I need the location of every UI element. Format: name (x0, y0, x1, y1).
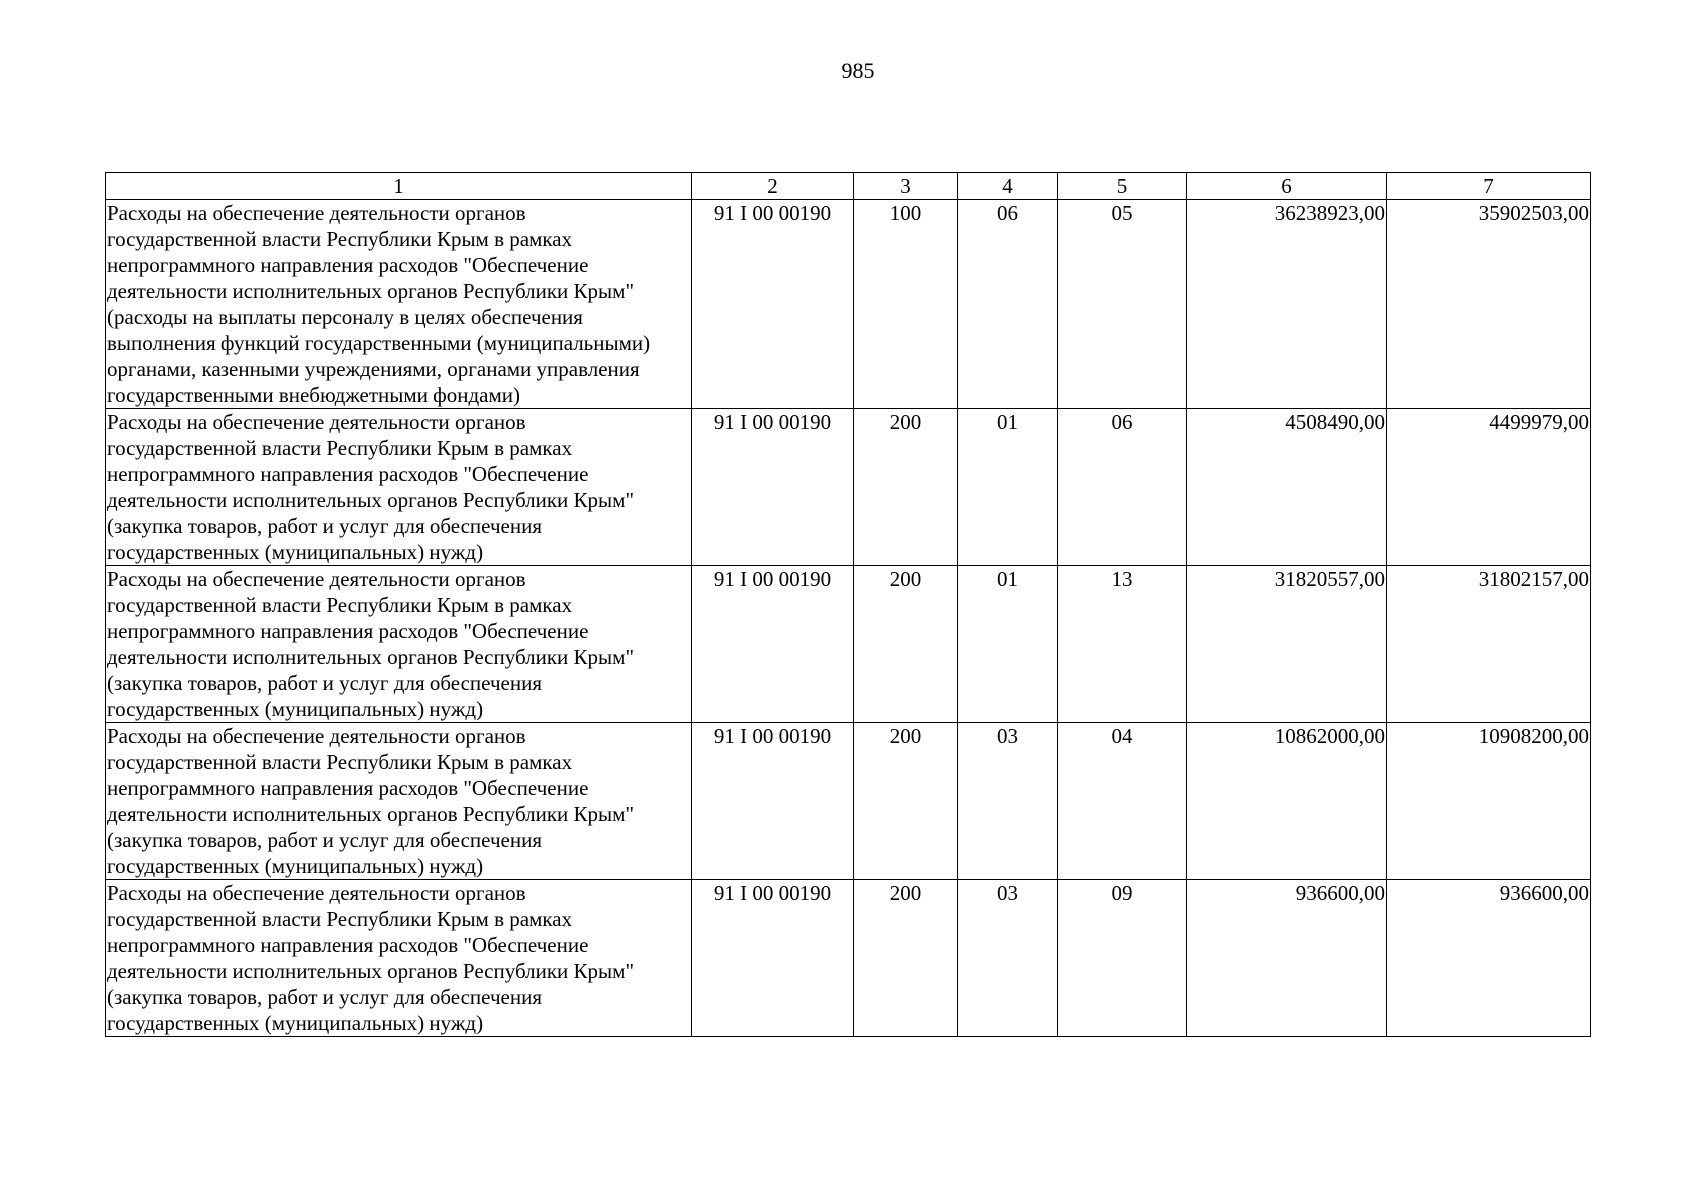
amount-first-year: 36238923,00 (1187, 200, 1387, 409)
description-line: (закупка товаров, работ и услуг для обеспечения (107, 828, 542, 852)
description-line: деятельности исполнительных органов Республики Крым" (107, 488, 635, 512)
amount-second-year: 4499979,00 (1387, 409, 1591, 566)
description-line: непрограммного направления расходов "Обеспечение (107, 776, 589, 800)
expense-description (106, 880, 692, 1037)
description-line: Расходы на обеспечение деятельности органов (107, 881, 526, 905)
expense-type-code: 200 (854, 723, 958, 880)
expense-type-code: 200 (854, 409, 958, 566)
section-code: 06 (958, 200, 1058, 409)
description-line: органами, казенными учреждениями, органами управления (107, 357, 640, 381)
section-code: 01 (958, 409, 1058, 566)
description-line: деятельности исполнительных органов Республики Крым" (107, 959, 635, 983)
expense-description (106, 409, 692, 566)
description-line: Расходы на обеспечение деятельности органов (107, 724, 526, 748)
description-line: деятельности исполнительных органов Республики Крым" (107, 802, 635, 826)
subsection-code: 05 (1058, 200, 1187, 409)
header-row (106, 173, 1591, 200)
description-line: Расходы на обеспечение деятельности органов (107, 567, 526, 591)
subsection-code: 09 (1058, 880, 1187, 1037)
column-header: 6 (1187, 173, 1387, 200)
table-row (106, 723, 1591, 880)
description-line: (расходы на выплаты персоналу в целях обеспечения (107, 305, 583, 329)
description-line: деятельности исполнительных органов Республики Крым" (107, 279, 635, 303)
description-line: государственных (муниципальных) нужд) (107, 1011, 484, 1035)
subsection-code: 04 (1058, 723, 1187, 880)
description-line: непрограммного направления расходов "Обеспечение (107, 253, 589, 277)
target-article-code: 91 I 00 00190 (692, 409, 854, 566)
description-line: непрограммного направления расходов "Обеспечение (107, 933, 589, 957)
description-line: Расходы на обеспечение деятельности органов (107, 410, 526, 434)
description-line: государственных (муниципальных) нужд) (107, 697, 484, 721)
description-line: государственной власти Республики Крым в рамках (107, 750, 573, 774)
column-header: 1 (106, 173, 692, 200)
column-header: 2 (692, 173, 854, 200)
column-header: 5 (1058, 173, 1187, 200)
table-row (106, 409, 1591, 566)
amount-second-year: 10908200,00 (1387, 723, 1591, 880)
description-line: государственной власти Республики Крым в рамках (107, 593, 573, 617)
description-line: выполнения функций государственными (муниципальными) (107, 331, 651, 355)
expense-type-code: 200 (854, 880, 958, 1037)
table-row (106, 566, 1591, 723)
amount-second-year: 35902503,00 (1387, 200, 1591, 409)
column-header: 4 (958, 173, 1058, 200)
expense-type-code: 200 (854, 566, 958, 723)
description-line: государственной власти Республики Крым в рамках (107, 227, 573, 251)
section-code: 01 (958, 566, 1058, 723)
amount-second-year: 31802157,00 (1387, 566, 1591, 723)
target-article-code: 91 I 00 00190 (692, 880, 854, 1037)
amount-first-year: 10862000,00 (1187, 723, 1387, 880)
subsection-code: 13 (1058, 566, 1187, 723)
column-header: 7 (1387, 173, 1591, 200)
description-line: (закупка товаров, работ и услуг для обеспечения (107, 514, 542, 538)
amount-first-year: 31820557,00 (1187, 566, 1387, 723)
budget-table (105, 172, 1591, 1037)
table-row (106, 880, 1591, 1037)
description-line: непрограммного направления расходов "Обеспечение (107, 619, 589, 643)
section-code: 03 (958, 723, 1058, 880)
description-line: государственной власти Республики Крым в рамках (107, 436, 573, 460)
subsection-code: 06 (1058, 409, 1187, 566)
expense-description (106, 723, 692, 880)
target-article-code: 91 I 00 00190 (692, 566, 854, 723)
description-line: Расходы на обеспечение деятельности органов (107, 201, 526, 225)
description-line: (закупка товаров, работ и услуг для обеспечения (107, 985, 542, 1009)
target-article-code: 91 I 00 00190 (692, 200, 854, 409)
column-header: 3 (854, 173, 958, 200)
description-line: непрограммного направления расходов "Обеспечение (107, 462, 589, 486)
description-line: государственных (муниципальных) нужд) (107, 540, 484, 564)
description-line: государственными внебюджетными фондами) (107, 383, 521, 407)
description-line: государственных (муниципальных) нужд) (107, 854, 484, 878)
target-article-code: 91 I 00 00190 (692, 723, 854, 880)
amount-first-year: 4508490,00 (1187, 409, 1387, 566)
amount-second-year: 936600,00 (1387, 880, 1591, 1037)
amount-first-year: 936600,00 (1187, 880, 1387, 1037)
description-line: государственной власти Республики Крым в рамках (107, 907, 573, 931)
table-row (106, 200, 1591, 409)
description-line: деятельности исполнительных органов Республики Крым" (107, 645, 635, 669)
expense-description (106, 200, 692, 409)
description-line: (закупка товаров, работ и услуг для обеспечения (107, 671, 542, 695)
expense-type-code: 100 (854, 200, 958, 409)
page-number: 985 (841, 58, 875, 83)
expense-description (106, 566, 692, 723)
section-code: 03 (958, 880, 1058, 1037)
